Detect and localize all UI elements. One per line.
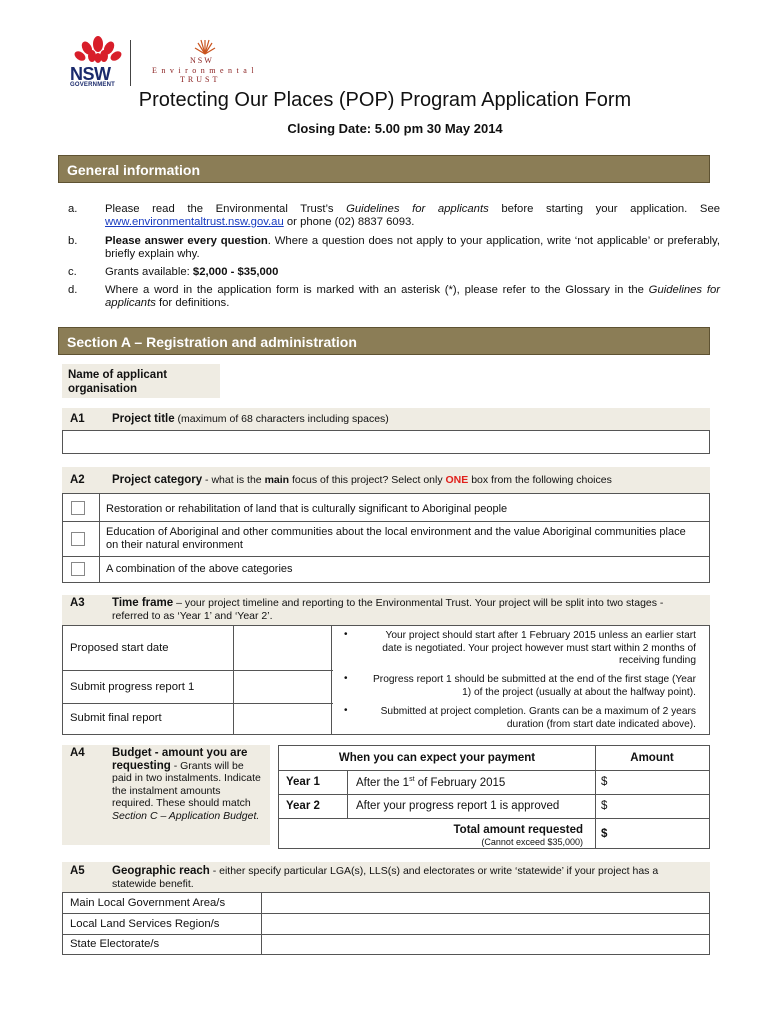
start-date-note: Your project should start after 1 February 2015 unless an earlier start date is negotiated. Your project however must start within 2 months of receiving funding bbox=[382, 630, 696, 666]
electorate-input[interactable] bbox=[262, 935, 709, 954]
bullet-icon: • bbox=[344, 705, 348, 716]
electorate-label: State Electorate/s bbox=[70, 938, 160, 950]
time-frame-table bbox=[62, 625, 710, 735]
trust-logo-nsw: NSW bbox=[190, 56, 214, 65]
start-date-label: Proposed start date bbox=[70, 642, 169, 654]
closing-date: Closing Date: 5.00 pm 30 May 2014 bbox=[287, 121, 503, 136]
year1-label: Year 1 bbox=[286, 776, 320, 788]
category-option-3: A combination of the above categories bbox=[106, 563, 293, 575]
list-key: d. bbox=[68, 284, 78, 296]
org-name-label: Name of applicant organisation bbox=[62, 364, 220, 398]
category-checkbox-3[interactable] bbox=[71, 562, 85, 576]
lls-label: Local Land Services Region/s bbox=[70, 918, 220, 930]
progress-report-input[interactable] bbox=[234, 671, 330, 703]
budget-table bbox=[278, 745, 710, 849]
bullet-icon: • bbox=[344, 629, 348, 640]
category-option-1: Restoration or rehabilitation of land that is culturally significant to Aboriginal people bbox=[106, 503, 508, 515]
a4-hint: - Grants will be paid in two instalments. Indicate the instalment amounts required. These should match bbox=[112, 759, 261, 809]
a2-number: A2 bbox=[70, 474, 85, 486]
lls-input[interactable] bbox=[262, 914, 709, 934]
a2-label: Project category bbox=[112, 474, 203, 486]
year1-amount-input[interactable]: $ bbox=[601, 776, 608, 788]
a1-label: Project title bbox=[112, 413, 175, 425]
trust-logo-trust: TRUST bbox=[180, 75, 221, 84]
a1-header bbox=[62, 408, 710, 430]
lga-input[interactable] bbox=[262, 893, 709, 913]
trust-logo-environmental: Environmental bbox=[152, 66, 259, 75]
year2-label: Year 2 bbox=[286, 800, 320, 812]
progress-report-label: Submit progress report 1 bbox=[70, 681, 195, 693]
nsw-government-text: GOVERNMENT bbox=[70, 82, 116, 88]
a4-header bbox=[62, 745, 270, 845]
category-checkbox-1[interactable] bbox=[71, 501, 85, 515]
a2-header: A2 Project category - what is the main focus of this project? Select only ONE box from the following choices bbox=[62, 467, 710, 493]
a3-header bbox=[62, 595, 710, 625]
a3-hint: – your project timeline and reporting to the Environmental Trust. Your project will be split into two stages - referred to as ‘Year 1’ and ‘Year 2’. bbox=[112, 597, 664, 622]
general-information-heading: General information bbox=[58, 155, 710, 183]
amount-column-header: Amount bbox=[630, 752, 674, 764]
trust-website-link[interactable]: www.environmentaltrust.nsw.gov.au bbox=[105, 216, 284, 228]
a1-hint: (maximum of 68 characters including spaces) bbox=[174, 413, 389, 425]
category-checkbox-2[interactable] bbox=[71, 532, 85, 546]
a3-number: A3 bbox=[70, 597, 85, 609]
lga-label: Main Local Government Area/s bbox=[70, 897, 226, 909]
trust-sun-icon bbox=[194, 36, 216, 56]
a1-number: A1 bbox=[70, 413, 85, 425]
category-option-2: Education of Aboriginal and other communities about the local environment and the value Aboriginal communities place on their natural environment bbox=[106, 526, 686, 551]
a4-label: Budget - amount you are requesting bbox=[112, 747, 248, 772]
org-name-input[interactable] bbox=[222, 364, 710, 398]
page-title: Protecting Our Places (POP) Program Application Form bbox=[138, 89, 632, 111]
list-key: c. bbox=[68, 266, 77, 278]
section-a-heading: Section A – Registration and administration bbox=[58, 327, 710, 355]
a5-hint: - either specify particular LGA(s), LLS(s) and electorates or write ‘statewide’ if your project has a statewide benefit. bbox=[112, 865, 659, 890]
category-options-box bbox=[62, 493, 710, 583]
a5-label: Geographic reach bbox=[112, 865, 210, 877]
logo-divider bbox=[130, 40, 131, 86]
one-emphasis: ONE bbox=[445, 474, 469, 486]
list-key: b. bbox=[68, 235, 78, 247]
year1-description: After the 1st of February 2015 bbox=[356, 776, 506, 789]
final-report-input[interactable] bbox=[234, 704, 330, 734]
a5-header bbox=[62, 862, 710, 892]
payment-column-header: When you can expect your payment bbox=[338, 752, 536, 764]
total-amount-input[interactable]: $ bbox=[601, 828, 608, 840]
a4-hint-section: Section C – Application Budget. bbox=[112, 809, 260, 822]
geographic-reach-table bbox=[62, 892, 710, 955]
a3-label: Time frame bbox=[112, 597, 174, 609]
final-report-label: Submit final report bbox=[70, 712, 162, 724]
progress-report-note: Progress report 1 should be submitted at the end of the first stage (Year 1) of the project (usually at about the halfway point). bbox=[373, 674, 696, 698]
total-requested-note: (Cannot exceed $35,000) bbox=[481, 837, 583, 847]
bullet-icon: • bbox=[344, 673, 348, 684]
project-title-input[interactable] bbox=[62, 430, 710, 454]
year2-description: After your progress report 1 is approved bbox=[356, 800, 560, 812]
year2-amount-input[interactable]: $ bbox=[601, 800, 608, 812]
final-report-note: Submitted at project completion. Grants can be a maximum of 2 years duration (from start date indicated above). bbox=[380, 706, 696, 730]
start-date-input[interactable] bbox=[234, 626, 330, 670]
a4-number: A4 bbox=[70, 747, 85, 759]
total-requested-label: Total amount requested bbox=[453, 824, 583, 836]
list-key: a. bbox=[68, 203, 78, 215]
a5-number: A5 bbox=[70, 865, 85, 877]
nsw-logo-text: NSW bbox=[70, 64, 111, 84]
